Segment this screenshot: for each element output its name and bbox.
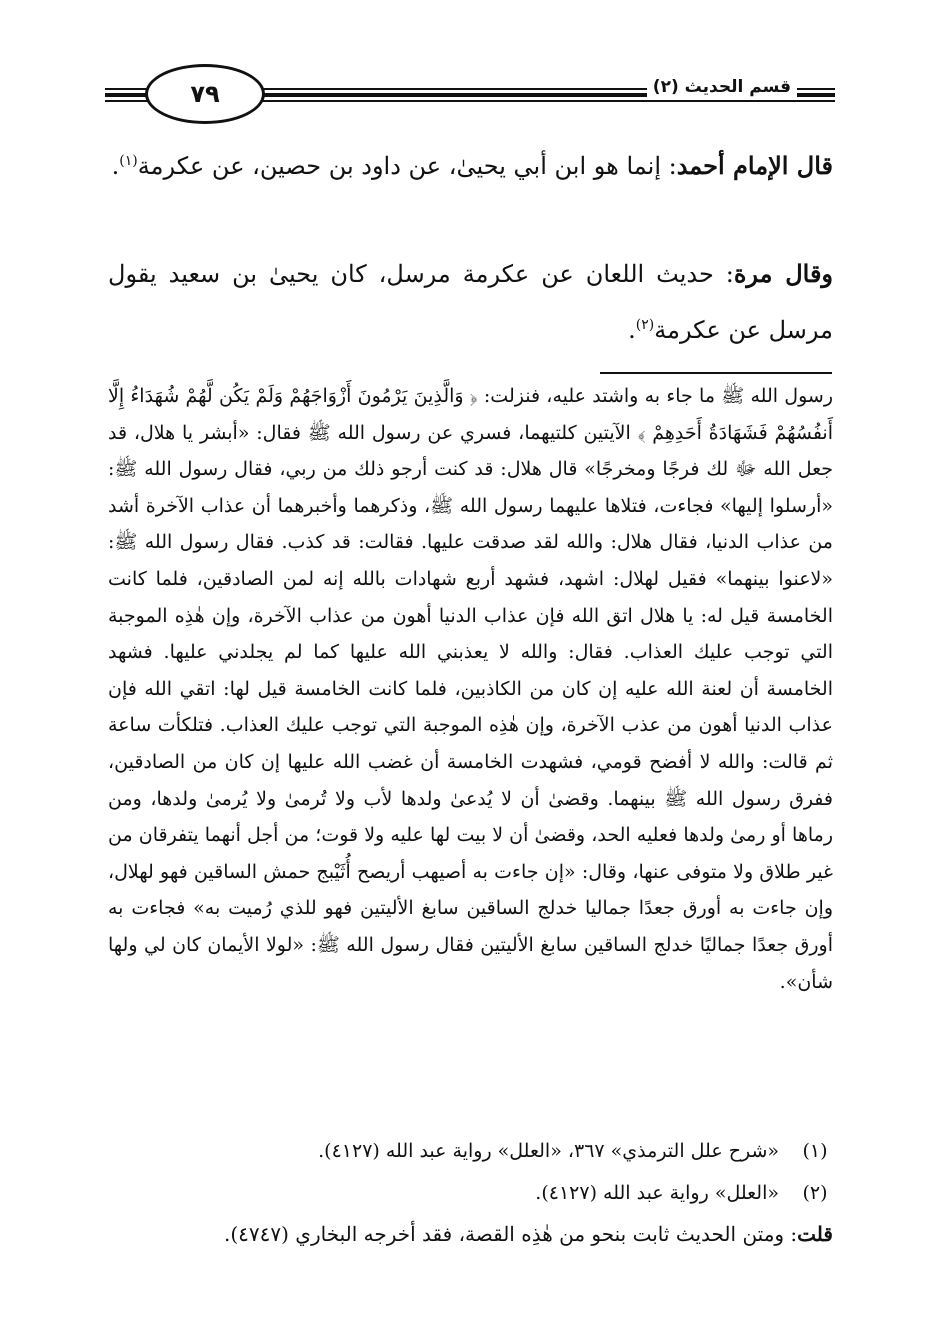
footnote-text: «العلل» رواية عبد الله (٤١٢٧). xyxy=(535,1182,779,1204)
footnote-mark: (٢) xyxy=(802,1182,828,1204)
paragraph-lead: قال الإمام أحمد xyxy=(676,151,833,180)
footnote-2 xyxy=(108,1182,833,1204)
header-rule-right-bottom xyxy=(260,100,835,102)
page-header xyxy=(105,62,835,126)
footnote-text: «شرح علل الترمذي» ٣٦٧، «العلل» رواية عبد الله (٤١٢٧). xyxy=(318,1140,779,1162)
paragraph-lian-hadith: وقال مرة: حديث اللعان عن عكرمة مرسل، كان يحيىٰ بن سعيد يقول مرسل عن عكرمة$^{(٢)}$. xyxy=(108,259,834,344)
footnote-mark: (١) xyxy=(802,1140,828,1162)
running-title: قسم الحديث (٢) xyxy=(647,77,797,97)
closing-note-text: : ومتن الحديث ثابت بنحو من هٰذِه القصة، فقد أخرجه البخاري (٤٧٤٧). xyxy=(223,1222,798,1246)
closing-note-lead: قلت xyxy=(797,1222,833,1246)
paragraph-lead: وقال مرة xyxy=(733,259,834,288)
footnote-ref: (٢) xyxy=(635,317,655,333)
page-number: ٧٩ xyxy=(190,80,220,108)
footnote-ref: (١) xyxy=(119,153,138,169)
header-rule-left-mid xyxy=(105,93,150,97)
footnote-continued-quote: رسول الله ﷺ ما جاء به واشتد عليه، فنزلت: ﴿ وَالَّذِينَ يَرْمُونَ أَزْوَاجَهُمْ وَلَمْ يَكُن لَّهُمْ شُهَدَاءُ إِلَّا أَنفُسُهُمْ فَشَهَادَةُ أَحَدِهِمْ ﴾ الآيتين كلتيهما، فسري عن رسول الله ﷺ فقال: «أبشر يا هلال، قد جعل الله ﷻ لك فرجًا ومخرجًا» قال هلال: قد كنت أرجو ذلك من ربي، فقال رسول الله ﷺ: «أرسلوا إليها» فجاءت، فتلاها عليهما رسول الله ﷺ، وذكرهما وأخبرهما أن عذاب الآخرة أشد من عذاب الدنيا، فقال هلال: والله لقد صدقت عليها. فقالت: قد كذب. فقال رسول الله ﷺ: «لاعنوا بينهما» فقيل لهلال: اشهد، فشهد أربع شهادات بالله إنه لمن الصادقين، فلما كانت الخامسة قيل له: يا هلال اتق الله فإن عذاب الدنيا أهون من عذاب الآخرة، وإن هٰذِه الموجبة التي توجب عليك العذاب. فقال: والله لا يعذبني الله عليها كما لم يجلدني عليها. فشهد الخامسة أن لعنة الله عليه إن كان من الكاذبين، فلما كانت الخامسة قيل لها: اتقي الله فإن عذاب الدنيا أهون من عذب الآخرة، وإن هٰذِه الموجبة التي توجب عليك العذاب. فتلكأت ساعة ثم قالت: والله لا أفضح قومي، فشهدت الخامسة أن غضب الله عليها إن كان من الصادقين، ففرق رسول الله ﷺ بينهما. وقضىٰ أن لا يُدعىٰ ولدها لأب ولا تُرمىٰ ولا يُرمىٰ ولدها، ومن رماها أو رمىٰ ولدها فعليه الحد، وقضىٰ أن لا بيت لها عليه ولا قوت؛ من أجل أنهما يتفرقان من غير طلاق ولا متوفى عنها، وقال: «إن جاءت به أصيهب أريصح أُثَيْبج حمش الساقين فهو لهلال، وإن جاءت به أورق جعدًا جماليا خدلج الساقين سابغ الأليتين فهو للذي رُميت به» فجاءت به أورق جعدًا جماليًا خدلج الساقين سابغ الأليتين فقال رسول الله ﷺ: «لولا الأيمان كان لي ولها شأن». xyxy=(108,385,833,993)
paragraph-imam-ahmad: قال الإمام أحمد: إنما هو ابن أبي يحيىٰ، عن داود بن حصين، عن عكرمة$^{(١)}$. xyxy=(111,151,833,180)
paragraph-text: : إنما هو ابن أبي يحيىٰ، عن داود بن حصين، عن عكرمة xyxy=(137,152,677,180)
header-rule-left-top xyxy=(105,88,150,90)
header-rule-left-bottom xyxy=(105,100,150,102)
closing-note xyxy=(108,1222,833,1246)
paragraph-text: : حديث اللعان عن عكرمة مرسل، كان يحيىٰ بن سعيد يقول مرسل عن عكرمة xyxy=(108,260,833,344)
footnote-separator xyxy=(600,372,832,374)
page-number-badge xyxy=(145,64,265,124)
footnote-1 xyxy=(108,1140,833,1162)
